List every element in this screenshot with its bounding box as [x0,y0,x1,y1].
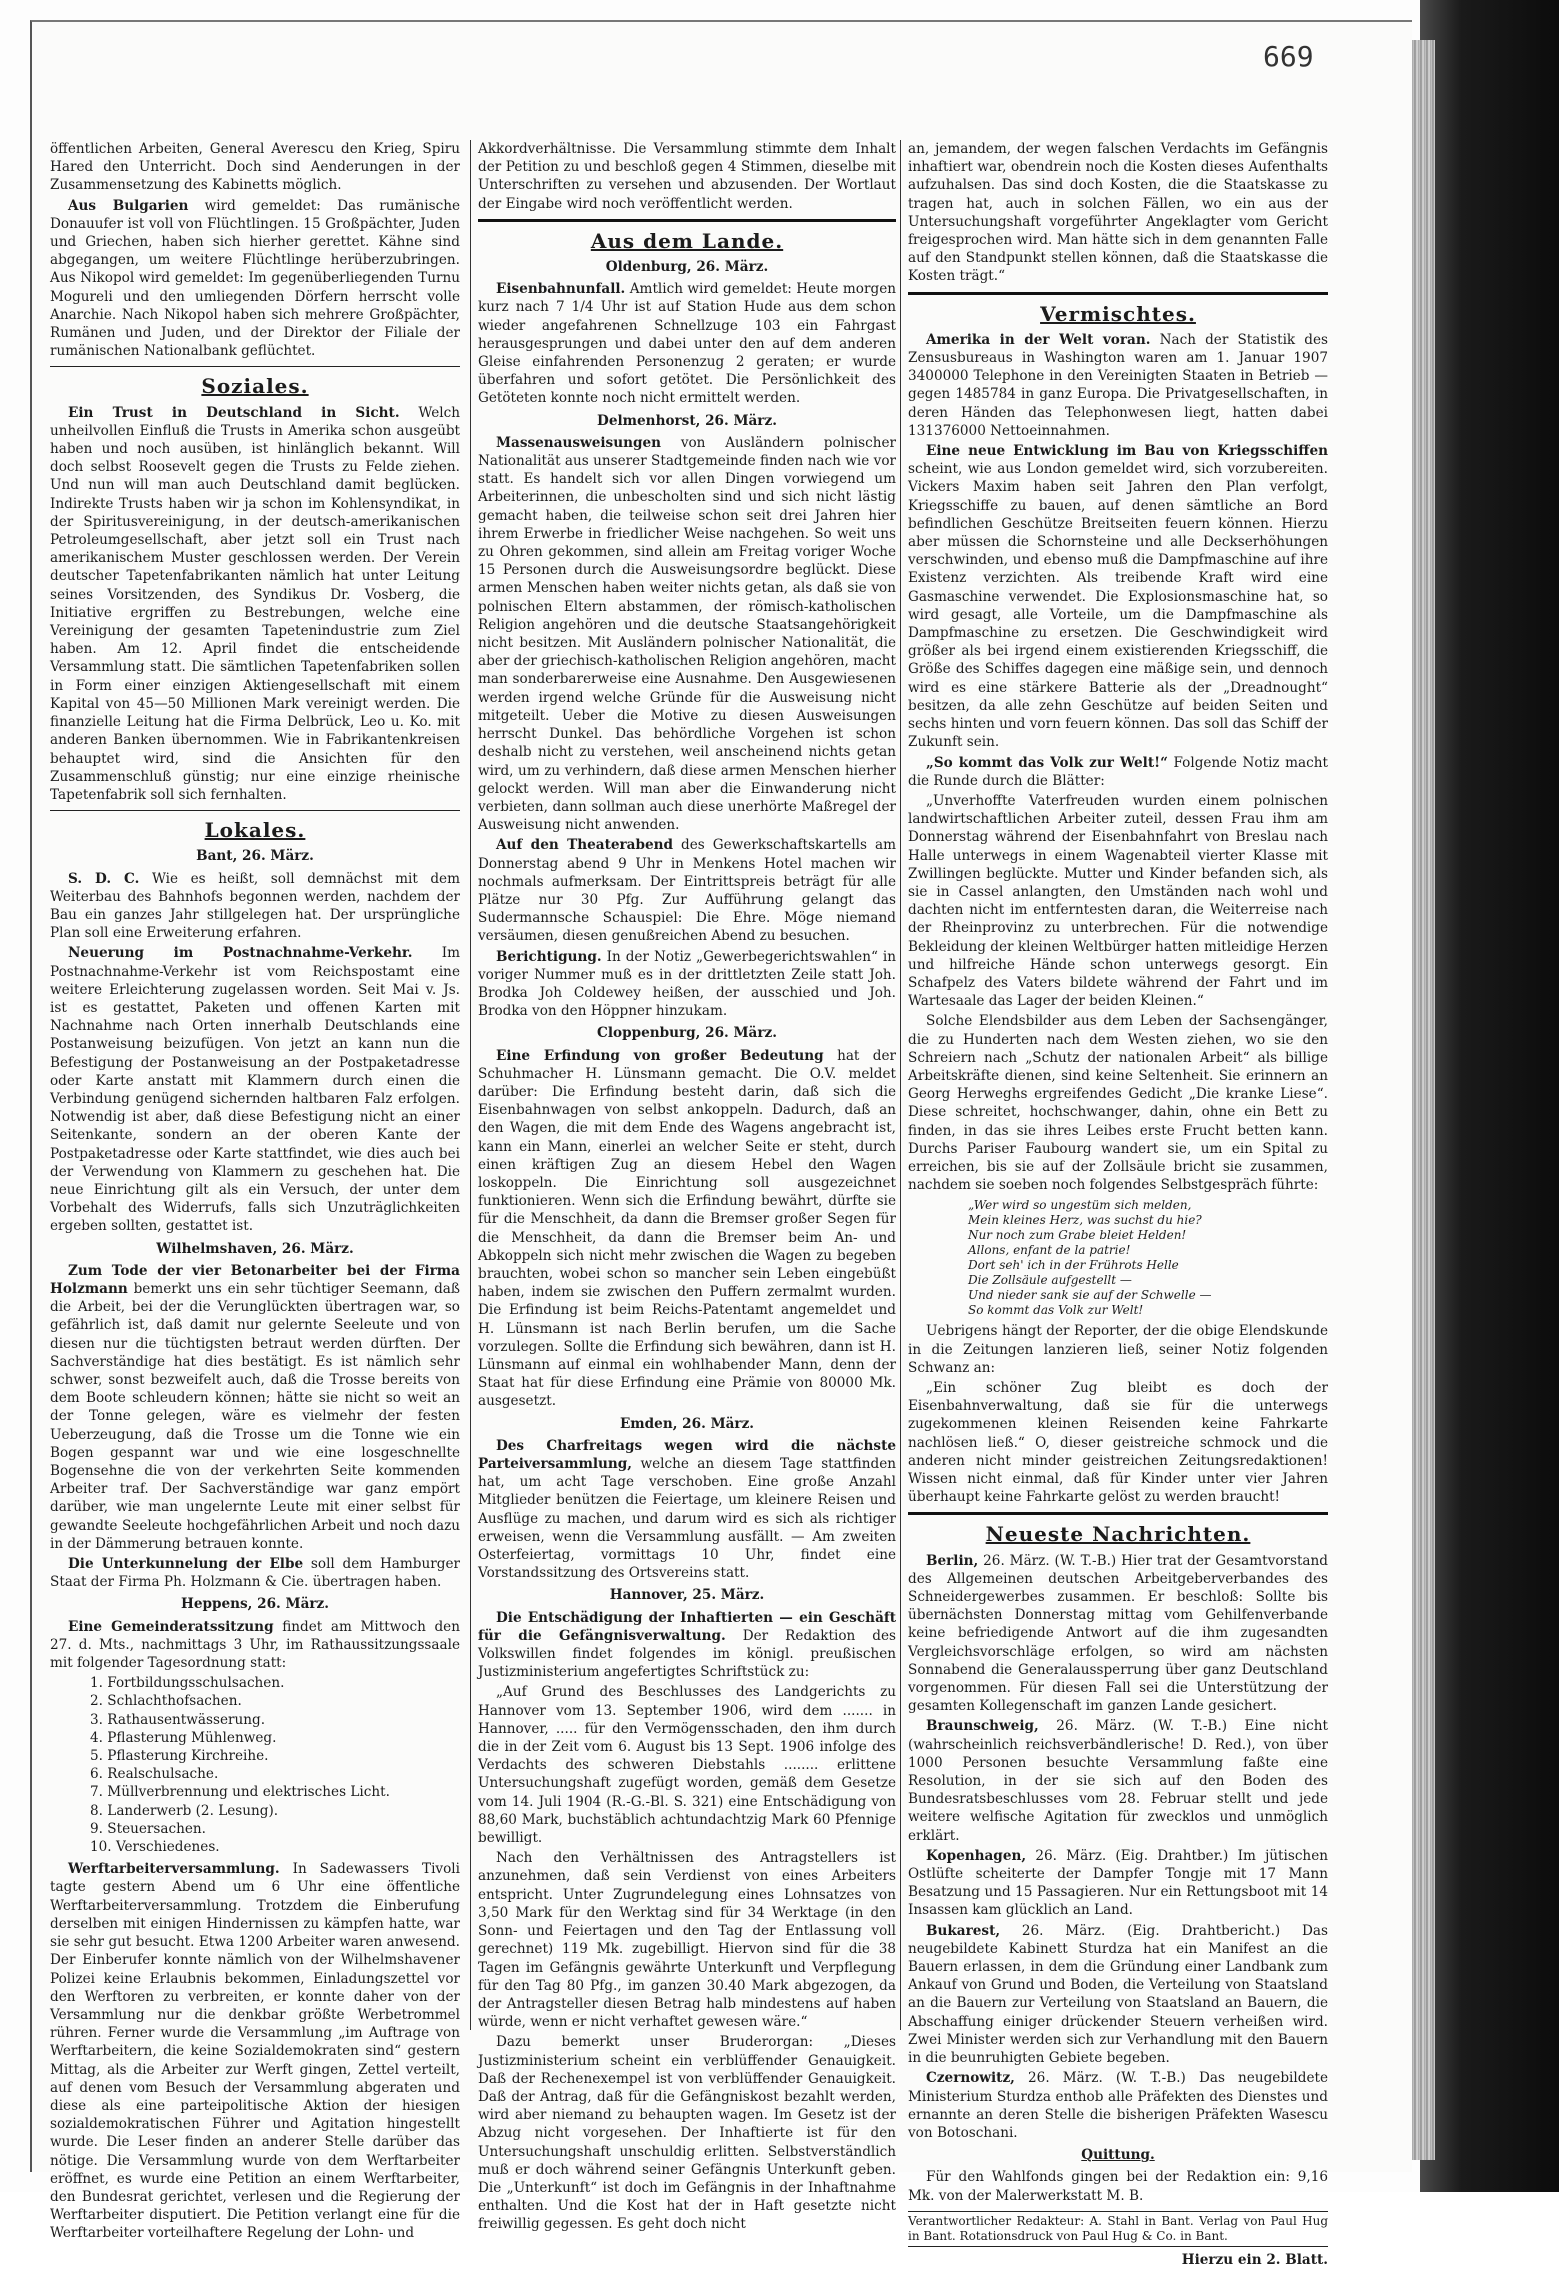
article-charfreitag: Des Charfreitags wegen wird die nächste Parteiversammlung, welche an diesem Tage stattfinden hat, um acht Tage verschoben. Eine große Anzahl Mitglieder benützen die Feiertage, um kleinere Reisen und Ausflüge zu machen, und darum wird es sich als richtiger erweisen, wenn die Versammlung ausfällt. — Am zweiten Osterfeiertag, vormittags 10 Uhr, findet eine Vorstandssitzung des Ortsvereins statt. [478,1437,896,1582]
dateline: Emden, 26. März. [619,1415,755,1432]
quittung-text: Für den Wahlfonds gingen bei der Redaktion ein: 9,16 Mk. von der Malerwerkstatt M. B. [908,2169,1328,2204]
article-sdc: S. D. C. Wie es heißt, soll demnächst mit dem Weiterbau des Bahnhofs begonnen werden, nachdem der Bau ein ganzes Jahr stillgelegen hat. Der ursprüngliche Plan soll eine Erweiterung erfahren. [50,870,460,942]
article-quote: Dazu bemerkt unser Bruderorgan: „Dieses Justizministerium scheint ein verblüffender Genauigkeit. Daß der Rechenexempel ist von verblüffender Genauigkeit. Daß der Antrag, daß für die Gefängniskost bezahlt werden, wird aber niemand zu behaupten wagen. Im Gesetz ist der Abzug nicht vorgesehen. Der Inhaftierte ist für den Untersuchungshaft unschuldig erlitten. Selbstverständlich muß er doch während seiner Gefängnis Unterkunft geben. Die „Unterkunft“ ist doch im Gefängnis in der Inhaftnahme enthalten. Und die Kost hat der in Haft gesetzte nicht freiwillig gegessen. Es geht doch nicht [478,2034,896,2233]
article-volk-text: Solche Elendsbilder aus dem Leben der Sachsengänger, die zu Hunderten nach dem Westen ziehen, wo sie den Schreiern nach „Schutz der nationalen Arbeit“ als billige Arbeitskräfte dienen, sind keine Seltenheit. Sie erinnern an Georg Herweghs ergreifendes Gedicht „Die kranke Liese“. Diese schreitet, hochschwanger, dahin, ohne ein Bett zu finden, in das sie ihres Leibes erste Frucht betten kann. Durchs Pariser Faubourg wandert sie, um ein Spital zu erreichen, bis sie auf der Zollsäule bricht sie zusammen, nachdem sie soeben noch folgendes Selbstgespräch führte: [908,1013,1328,1194]
article-quote: Nach den Verhältnissen des Antragstellers ist anzunehmen, daß sein Verdienst von eines Arbeiters entspricht. Unter Zugrundelegung eines Lohnsatzes von 3,50 Mark für den Werktag sind für 34 Werktage (in den Sonn- und Feiertagen und den Tag der Entlassung voll gerechnet) 119 Mk. zugebilligt. Hiervon sind für die 38 Tagen im Gefängnis gewährte Unterkunft und Verpflegung für den Tag 80 Pfg., im ganzen 30.40 Mark abgezogen, da der Antragsteller diesen Betrag halb mindestens auf haben würde, wenn er nicht verhaftet gewesen wäre.“ [478,1850,896,2031]
dateline: Hannover, 25. März. [609,1587,765,1604]
list-item: 5. Pflasterung Kirchreihe. [90,1748,269,1765]
article-amerika: Amerika in der Welt voran. Nach der Statistik des Zensusbureaus in Washington waren am 1. Januar 1907 3400000 Telephone in den Vereinigten Staaten in Betrieb — gegen 1485784 in ganz Europa. Die Privatgesellschaften, in deren Händen das Telephonwesen liegt, hatten dabei 131376000 Nettoeinnahmen. [908,331,1328,439]
dateline: Wilhelmshaven, 26. März. [156,1240,354,1257]
list-item: 9. Steuersachen. [90,1820,206,1837]
article-text: öffentlichen Arbeiten, General Averescu den Krieg, Spiru Hared den Unterricht. Doch sind Aenderungen in der Zusammensetzung des Kabinetts möglich. [50,141,460,194]
dateline: Oldenburg, 26. März. [605,259,769,276]
article-trust: Ein Trust in Deutschland in Sicht. Welch unheilvollen Einfluß die Trusts in Amerika schon ausgeübt haben und noch ausüben, ist hinlänglich bekannt. Will doch selbst Roosevelt gegen die Trusts zu Felde ziehen. Und nun will man auch Deutschland damit beglücken. Indirekte Trusts haben wir ja schon im Kohlensyndikat, in der Spiritusvereinigung, in der deutsch-amerikanischen Petroleumgesellschaft, aber jetzt soll ein Trust nach amerikanischem Muster geschlossen werden. Der Verein deutscher Tapetenfabrikanten nämlich hat unter Leitung seines Vorsitzenden, des Syndikus Dr. Vosberg, die Initiative ergriffen zu Bestrebungen, welche eine Vereinigung der gesamten Tapetenindustrie zum Ziel haben. Am 12. April findet die entscheidende Versammlung statt. Die sämtlichen Tapetenfabriken sollen in Form einer einzigen Aktiengesellschaft mit einem Kapital von 45—50 Millionen Mark vereinigt werden. Die finanzielle Leitung hat die Firma Delbrück, Leo u. Ko. mit anderen Banken übernommen. Wie in Fabrikantenkreisen behauptet wird, sind die Ansichten für den Zusammenschluß günstig; nur eine einzige rheinische Tapetenfabrik soll sich fernhalten. [50,404,460,803]
poem-line: Dort seh' ich in der Frührots Helle [968,1258,1179,1273]
article-text: an, jemandem, der wegen falschen Verdachts im Gefängnis inhaftiert war, obendrein noch die Kosten dieses Aufenthalts aufzuhalsen. Das sind doch Kosten, die die Staatskasse zu tragen hat, auch in solchen Fällen, wo ein aus der Untersuchungshaft vorgeführter Angeklagter vom Gericht freigesprochen wird. Man hätte sich in dem genannten Falle auf den Standpunkt stellen können, daß die Staatskasse die Kosten trägt.“ [908,141,1328,285]
scanner-edge [1420,0,1559,2192]
article-volk: „So kommt das Volk zur Welt!“ Folgende Notiz macht die Runde durch die Blätter: [908,754,1328,789]
article-bulgarien: Aus Bulgarien wird gemeldet: Das rumänische Donauufer ist voll von Flüchtlingen. 15 Großpächter, Juden und Griechen, haben sich hierher gerettet. Kähne sind abgegangen, um weitere Flüchtlinge herüberzubringen. Aus Nikopol wird gemeldet: Im gegenüberliegenden Turnu Mogureli und den umliegenden Dörfern herrscht volle Anarchie. Nach Nikopol haben sich mehrere Großpächter, Rumänen und Juden, und der Direktor der Filiale der rumänischen Nationalbank geflüchtet. [50,197,460,360]
list-item: 3. Rathausentwässerung. [90,1711,266,1728]
list-item: 6. Realschulsache. [90,1766,219,1783]
article-massen: Massenausweisungen von Ausländern polnischer Nationalität aus unserer Stadtgemeinde finden nach wie vor statt. Es handelt sich vor allen Dingen vorwiegend um Arbeiterinnen, die unbescholten sind und sich nicht lästig gemacht haben, die teilweise schon seit drei Jahren hier ihrem Erwerbe in friedlicher Weise nachgehen. So weit uns zu Ohren gekommen, sind allein am Freitag voriger Woche 15 Personen durch die Ausweisungsordre beglückt. Diese armen Menschen haben weiter nichts getan, als daß sie von polnischen Eltern abstammen, der römisch-katholischen Religion angehören und die deutsche Staatsangehörigkeit nicht besitzen. Mit Ausländern polnischer Nationalität, die aber der griechisch-katholischen Religion angehören, macht man sonderbarerweise eine Ausnahme. Den Ausgewiesenen werden irgend welche Gründe für die Ausweisung nicht mitgeteilt. Ueber die Motive zu diesen Ausweisungen herrscht Dunkel. Das behördliche Vorgehen ist schon deshalb nicht zu verstehen, weil anscheinend nichts getan wird, um zu verhindern, daß diese armen Menschen hierher gelockt werden. Will man aber die Einwanderung nicht verbieten, dann sollman auch diese unerhörte Maßregel der Ausweisung nicht anwenden. [478,434,896,834]
article-quote: „Auf Grund des Beschlusses des Landgerichts zu Hannover vom 13. September 1906, wird dem ....... in Hannover, ..... für den Vermögensschaden, den ihm durch die in der Zeit vom 6. August bis 13 Sept. 1906 infolge des Verdachts des schweren Diebstahls ........ erlittene Untersuchungshaft zugefügt worden, gemäß dem Gesetze vom 14. Juli 1904 (R.-G.-Bl. S. 321) eine Entschädigung von 88,60 Mark, buchstäblich achtundachtzig Mark 60 Pfennige bewilligt. [478,1684,896,1847]
news-bukarest: Bukarest, 26. März. (Eig. Drahtbericht.) Das neugebildete Kabinett Sturdza hat ein Manifest an die Bauern erlassen, in dem die Gründung einer Landbank zum Ankauf von Grund und Boden, die Verteilung von Staatsland an die Bauern zur Verteilung von Staatsland an Bauern, die Abschaffung einiger drückender Steuern verheißen wird. Zwei Minister werden sich zur Verhandlung mit den Bauern in die beunruhigten Gebiete begeben. [908,1922,1328,2067]
article-volk-text: „Ein schöner Zug bleibt es doch der Eisenbahnverwaltung, daß sie für die unterwegs zugekommenen kleinen Reisenden keine Fahrkarte nachlösen ließ.“ O, dieser geistreiche schmock und die anderen nicht minder geistreichen Zeitungsredaktionen! Wissen nicht einmal, daß für Kinder unter vier Jahren überhaupt keine Fahrkarte gelöst zu werden braucht! [908,1379,1328,1506]
column-rule-1 [470,140,471,2030]
article-theater: Auf den Theaterabend des Gewerkschaftskartells am Donnerstag abend 9 Uhr in Menkens Hotel machen wir nochmals aufmerksam. Der Eintrittspreis beträgt für alle Plätze nur 30 Pfg. Zur Aufführung gelangt das Sudermannsche Schauspiel: Die Ehre. Möge niemand versäumen, diesen genußreichen Abend zu besuchen. [478,837,896,945]
article-erfindung: Eine Erfindung von großer Bedeutung hat der Schuhmacher H. Lünsmann gemacht. Die O.V. meldet darüber: Die Erfindung besteht darin, daß sich die Eisenbahnwagen von selbst ankoppeln. Dadurch, daß an den Wagen, die mit dem Ende des Wagens angebracht ist, kann ein Mann, einerlei an welcher Seite er steht, durch einen kräftigen Zug an diesem Hebel den Wagen loskoppeln. Die Einrichtung soll ausgezeichnet funktionieren. Wenn sich die Erfindung bewährt, dürfte sie für die Menschheit, da dann die Bremser großer Segen für die Menschheit, da dann die Bremser beim An- und Abkoppeln sich nicht mehr zwischen die Wagen zu begeben brauchten, wobei schon so mancher sein Leben eingebüßt haben, indem sie zwischen den Puffern zermalmt wurden. Die Erfindung ist beim Reichs-Patentamt angemeldet und H. Lünsmann ist nach Berlin berufen, um die Sache vorzulegen. Sollte die Erfindung sich bewähren, dann ist H. Lünsmann auf einmal ein wohlhabender Mann, denn der Staat hat für diese Erfindung eine Prämie von 80000 Mk. ausgesetzt. [478,1047,896,1410]
section-heading-vermischtes: Vermischtes. [1040,301,1196,326]
poem [968,1198,1328,1318]
list-item: 8. Landerwerb (2. Lesung). [90,1802,279,1819]
imprint: Verantwortlicher Redakteur: A. Stahl in Bant. Verlag von Paul Hug in Bant. Rotationsdruck von Paul Hug & Co. in Bant. [908,2211,1328,2247]
dateline: Delmenhorst, 26. März. [597,412,777,429]
article-text: Akkordverhältnisse. Die Versammlung stimmte dem Inhalt der Petition zu und beschloß gegen 4 Stimmen, dieselbe mit Unterschriften zu versehen und abzusenden. Der Wortlaut der Eingabe wird noch veröffentlicht werden. [478,141,896,212]
agenda-list [90,1674,460,1856]
news-kopenhagen: Kopenhagen, 26. März. (Eig. Drahtber.) Im jütischen Ostlüfte scheiterte der Dampfer Tongje mit 17 Mann Besatzung und 15 Passagieren. Nur ein Rettungsboot mit 14 Insassen kam glücklich an Land. [908,1847,1328,1919]
column-3 [908,140,1328,2269]
poem-line: „Wer wird so ungestüm sich melden, [968,1198,1192,1213]
article-kriegsschiffe: Eine neue Entwicklung im Bau von Kriegsschiffen scheint, wie aus London gemeldet wird, sich vorzubereiten. Vickers Maxim haben seit Jahren den Plan verfolgt, Kriegsschiffe zu bauen, auf denen sämtliche an Bord befindlichen Geschütze Breitseiten feuern können. Hierzu aber müssen die Schornsteine und alle Deckserhöhungen verschwinden, und ebenso muß die Dampfmaschine auf ihre Existenz verzichten. Als treibende Kraft wird eine Gasmaschine verwendet. Die Explosionsmaschine hat, so wird gesagt, alle Vorteile, um die Dampfmaschine als Dampfmaschine zu ersetzen. Die Geschwindigkeit wird größer als bei irgend einem existierenden Kriegsschiff, die Größe des Schiffes dagegen eine mäßige sein, und dennoch wird es eine stärkere Batterie als der „Dreadnought“ besitzen, da alle zehn Geschütze auf beiden Seiten und sechs hinten und vorn feuern können. Das soll das Schiff der Zukunft sein. [908,443,1328,751]
column-2 [478,140,896,2236]
quittung-heading: Quittung. [1081,2147,1155,2164]
article-bericht: Berichtigung. In der Notiz „Gewerbegerichtswahlen“ in voriger Nummer muß es in der drittletzten Zeile statt Joh. Brodka Joh Coldewey heißen, der ausschied und Joh. Brodka von den Höppner hinzukam. [478,948,897,1020]
dateline: Bant, 26. März. [196,848,314,865]
news-czernowitz: Czernowitz, 26. März. (W. T.-B.) Das neugebildete Ministerium Sturdza enthob alle Präfekten des Dienstes und ernannte an deren Stelle die bisherigen Präfekten Wasescu von Botoschani. [908,2070,1328,2141]
list-item: 2. Schlachthofsachen. [90,1693,242,1710]
poem-line: Nur noch zum Grabe bleiet Helden! [968,1228,1187,1243]
supplement-note: Hierzu ein 2. Blatt. [1181,2251,1328,2268]
list-item: 7. Müllverbrennung und elektrisches Licht. [90,1784,390,1801]
article-tode: Zum Tode der vier Betonarbeiter bei der Firma Holzmann bemerkt uns ein sehr tüchtiger Seemann, daß die Arbeit, bei der die Verunglückten übertragen war, so gefährlich ist, daß damit nur gelernte Seeleute und von diesen nur die tüchtigsten betraut werden dürften. Der Sachverständige hat dies bestätigt. Es ist nämlich sehr schwer, sonst bezweifelt auch, daß die Trosse bereits von dem Boote schleudern können; hätte sie nicht so weit an der Tonne gelegen, wäre es vielmehr der festen Ueberzeugung, daß die Trosse um die Tonne wie ein Bogen gespannt war und wie eine losgeschnellte Bogensehne die von der verkehrten Seite kommenden Arbeiter traf. Der Sachverständige war ganz empört darüber, wie man ungelernte Leute mit einer selbst für gewandte Seeleute hochgefährlichen Arbeit und noch dazu in der Dämmerung betrauen konnte. [50,1262,460,1552]
poem-line: Mein kleines Herz, was suchst du hie? [968,1213,1202,1228]
news-berlin: Berlin, 26. März. (W. T.-B.) Hier trat der Gesamtvorstand des Allgemeinen deutschen Arbeitgeberverbandes des Schneidergewerbes zusammen. Er beschloß: Sollte bis übernächsten Donnerstag mittag vom Gehilfenverbande keine befriedigende Antwort auf die ihm zugesandten Vergleichsvorschläge erfolgen, so wird am nächsten Sonnabend die Generalaussperrung über ganz Deutschland vorgenommen. Für diesen Fall sei die Unterstützung der gesamten Kollegenschaft im ganzen Lande gesichert. [908,1552,1328,1715]
article-entschaedigung: Die Entschädigung der Inhaftierten — ein Geschäft für die Gefängnisverwaltung. Der Redaktion des Volkswillen findet folgendes im königl. preußischen Justizministerium angefertigtes Schriftstück zu: [478,1609,896,1681]
section-heading-lande: Aus dem Lande. [590,228,784,253]
article-volk-quote: „Unverhoffte Vaterfreuden wurden einem polnischen landwirtschaftlichen Arbeiter zuteil, dessen Frau ihm am Donnerstag während der Eisenbahnfahrt von Breslau nach Halle unterwegs in einem Wagenabteil vierter Klasse mit Zwillingen beglückte. Mutter und Kinder befanden sich, als sie in Cassel anlangten, den Umständen nach wohl und dachten nicht im entferntesten daran, die Weiterreise nach der Rheinprovinz zu unterbrechen. Für die notwendige Bekleidung der kleinen Weltbürger hatten mitleidige Herzen und hilfreiche Hände schon unterwegs gesorgt. Ein Schafpelz des Vaters bildete während der Fahrt und im Wartesaale das Lager der beiden Kleinen.“ [908,792,1328,1010]
column-1 [50,140,460,2245]
page-number: 669 [1263,40,1314,73]
article-eisenbahn: Eisenbahnunfall. Amtlich wird gemeldet: Heute morgen kurz nach 7 1/4 Uhr ist auf Station Hude aus dem schon wieder angefahrenen Schnellzuge 103 ein Fahrgast herausgesprungen und dabei unter den auf dem anderen Gleise einfahrenden Personenzug 2 geraten; er wurde überfahren und sofort getötet. Die Persönlichkeit des Getöteten konnte noch nicht ermittelt werden. [478,281,896,407]
dateline: Heppens, 26. März. [180,1596,329,1613]
article-post: Neuerung im Postnachnahme-Verkehr. Im Postnachnahme-Verkehr ist vom Reichspostamt eine weitere Erleichterung zugelassen worden. Seit Mai v. Js. ist es gestattet, Paketen und offenen Karten mit Nachnahme nach Orten innerhalb Deutschlands eine Postanweisung beizufügen. Von jetzt an kann nun die Befestigung der Postanweisung an der Postpaketadresse oder Karte anstatt mit Klammern durch einen die Verbindung genügend sichernden haltbaren Falz erfolgen. Notwendig ist aber, daß diese Befestigung nicht an einer Seitenkante, sondern an der oberen Kante der Postpaketadresse oder Karte stattfindet, wie dies auch bei der Verwendung von Klammern zu geschehen hat. Die neue Einrichtung gilt als ein Versuch, der unter dem Vorbehalt des Widerrufs, falls sich Unzuträglichkeiten ergeben sollten, gestattet ist. [50,945,460,1235]
article-gemeinde: Eine Gemeinderatssitzung findet am Mittwoch den 27. d. Mts., nachmittags 3 Uhr, im Rathaussitzungssaale mit folgender Tagesordnung statt: [50,1618,460,1672]
section-heading-neueste: Neueste Nachrichten. [985,1522,1251,1547]
poem-line: Die Zollsäule aufgestellt — [968,1273,1132,1288]
list-item: 4. Pflasterung Mühlenweg. [90,1729,277,1746]
article-werft: Werftarbeiterversammlung. In Sadewassers Tivoli tagte gestern Abend um 6 Uhr eine öffentliche Werftarbeiterversammlung. Trotzdem die Einberufung derselben mit einigen Hindernissen zu kämpfen hatte, war sie sehr gut besucht. Etwa 1200 Arbeiter waren anwesend. Der Einberufer konnte nämlich von der Wilhelmshavener Polizei keine Erlaubnis bekommen, Einladungszettel vor den Werftoren zu verbreiten, er konnte daher von der Versammlung nur die denkbar größte Werbetrommel rühren. Ferner wurde die Versammlung „im Auftrage von Werftarbeitern, die keine Sozialdemokraten sind“ gestern Mittag, als die Arbeiter zur Werft gingen, Zettel verteilt, auf denen vom Besuch der Versammlung abgeraten und diese als eine parteipolitische Aktion der hiesigen sozialdemokratischen Führer und Agitation hingestellt wurde. Die Leser finden an anderer Stelle darüber das nötige. Die Versammlung wurde von dem Werftarbeiter eröffnet, es wurde eine Petition an einem Werftarbeiter, den Bundesrat gerichtet, verlesen und die Regierung der Werftarbeiter disputiert. Die Petition verlangt eine für die Werftarbeiter vorteilhaftere Regelung der Lohn- und [50,1861,460,2242]
list-item: 1. Fortbildungsschulsachen. [90,1675,285,1692]
list-item: 10. Verschiedenes. [90,1839,220,1856]
column-rule-2 [900,140,901,2030]
poem-line: Allons, enfant de la patrie! [968,1243,1131,1258]
dateline: Cloppenburg, 26. März. [597,1025,777,1042]
poem-line: So kommt das Volk zur Welt! [968,1303,1144,1318]
section-heading-soziales: Soziales. [201,374,309,399]
poem-line: Und nieder sank sie auf der Schwelle — [968,1288,1212,1303]
section-heading-lokales: Lokales. [204,818,306,843]
news-braunschweig: Braunschweig, 26. März. (W. T.-B.) Eine nicht (wahrscheinlich reichsverbändlerische! D. Red.), von über 1000 Personen besuchte Versammlung faßte eine Resolution, in der sie sich auf den Boden des Bundesratsbeschlusses vom 28. Februar stellt und jede weitere welfische Agitation für zwecklos und unmöglich erklärt. [908,1718,1328,1844]
article-volk-text: Uebrigens hängt der Reporter, der die obige Elendskunde in die Zeitungen lanzieren ließ, seiner Notiz folgenden Schwanz an: [908,1323,1328,1376]
article-elbe: Die Unterkunnelung der Elbe soll dem Hamburger Staat der Firma Ph. Holzmann & Cie. übertragen haben. [50,1556,461,1591]
